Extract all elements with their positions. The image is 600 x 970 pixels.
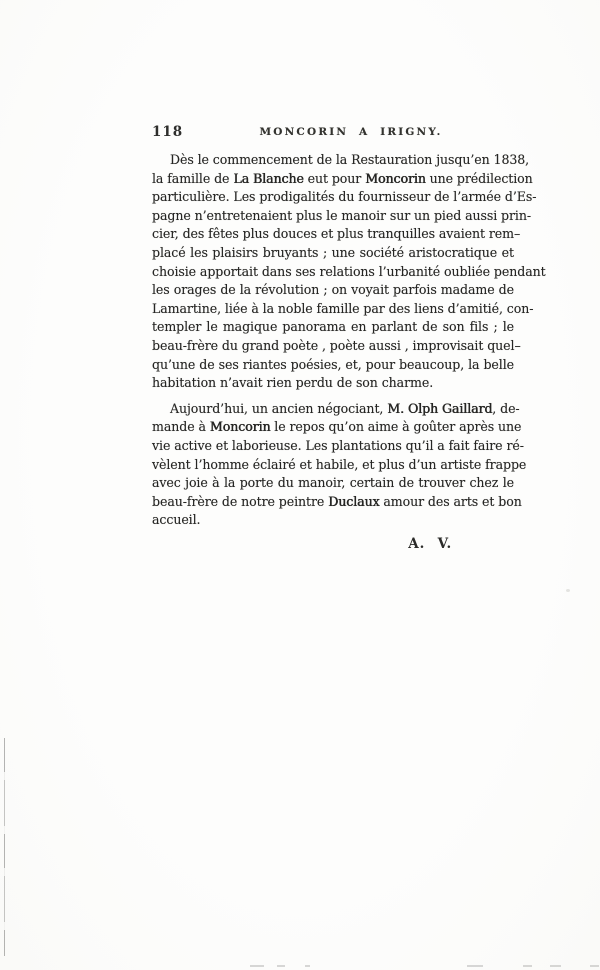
running-title: MONCORIN A IRIGNY. bbox=[259, 126, 443, 138]
text-line: la famille de La Blanche eut pour Moncorin une prédilection bbox=[152, 170, 533, 186]
text-line: vie active et laborieuse. Les plantations qu’il a fait faire ré- bbox=[152, 437, 524, 453]
text-block bbox=[152, 124, 546, 552]
text-line: beau-frère du grand poète , poète aussi , improvisait quel– bbox=[152, 337, 521, 353]
text-line: Dès le commencement de la Restauration jusqu’en 1838, bbox=[170, 152, 530, 167]
text-line: mande à Moncorin le repos qu’on aime à goûter après une bbox=[152, 419, 522, 435]
text-line: avec joie à la porte du manoir, certain de trouver chez le bbox=[152, 475, 514, 491]
text-line: Aujourd’hui, un ancien négociant, M. Olph Gaillard, de- bbox=[170, 400, 520, 416]
text-line: les orages de la révolution ; on voyait parfois madame de bbox=[152, 282, 514, 298]
text-line: cier, des fêtes plus douces et plus tranquilles avaient rem– bbox=[152, 226, 521, 242]
text-line: choisie apportait dans ses relations l’urbanité oubliée pendant bbox=[152, 263, 546, 279]
page-header bbox=[152, 124, 514, 139]
text-line: templer le magique panorama en parlant de son fils ; le bbox=[152, 319, 514, 335]
paragraph-1 bbox=[152, 151, 546, 393]
text-line: placé les plaisirs bruyants ; une société aristocratique et bbox=[152, 244, 514, 260]
text-line: accueil. bbox=[152, 512, 201, 528]
scan-artifact-bottom-edge bbox=[0, 965, 600, 968]
author-initials: A. V. bbox=[408, 535, 452, 552]
text-line: Lamartine, liée à la noble famille par des liens d’amitié, con- bbox=[152, 300, 534, 316]
scan-artifact-speck bbox=[566, 589, 570, 592]
text-line: pagne n’entretenaient plus le manoir sur un pied aussi prin- bbox=[152, 207, 532, 223]
text-line: particulière. Les prodigalités du fournisseur de l’armée d’Es- bbox=[152, 189, 537, 205]
text-line: vèlent l’homme éclairé et habile, et plus d’un artiste frappe bbox=[152, 456, 527, 472]
text-line: qu’une de ses riantes poésies, et, pour beaucoup, la belle bbox=[152, 356, 514, 372]
text-line: habitation n’avait rien perdu de son charme. bbox=[152, 375, 434, 391]
page-number: 118 bbox=[152, 124, 184, 140]
text-line: beau-frère de notre peintre Duclaux amour des arts et bon bbox=[152, 493, 522, 509]
scan-artifact-left-edge bbox=[4, 738, 5, 956]
paragraph-2 bbox=[152, 400, 527, 530]
body-text bbox=[152, 151, 546, 530]
